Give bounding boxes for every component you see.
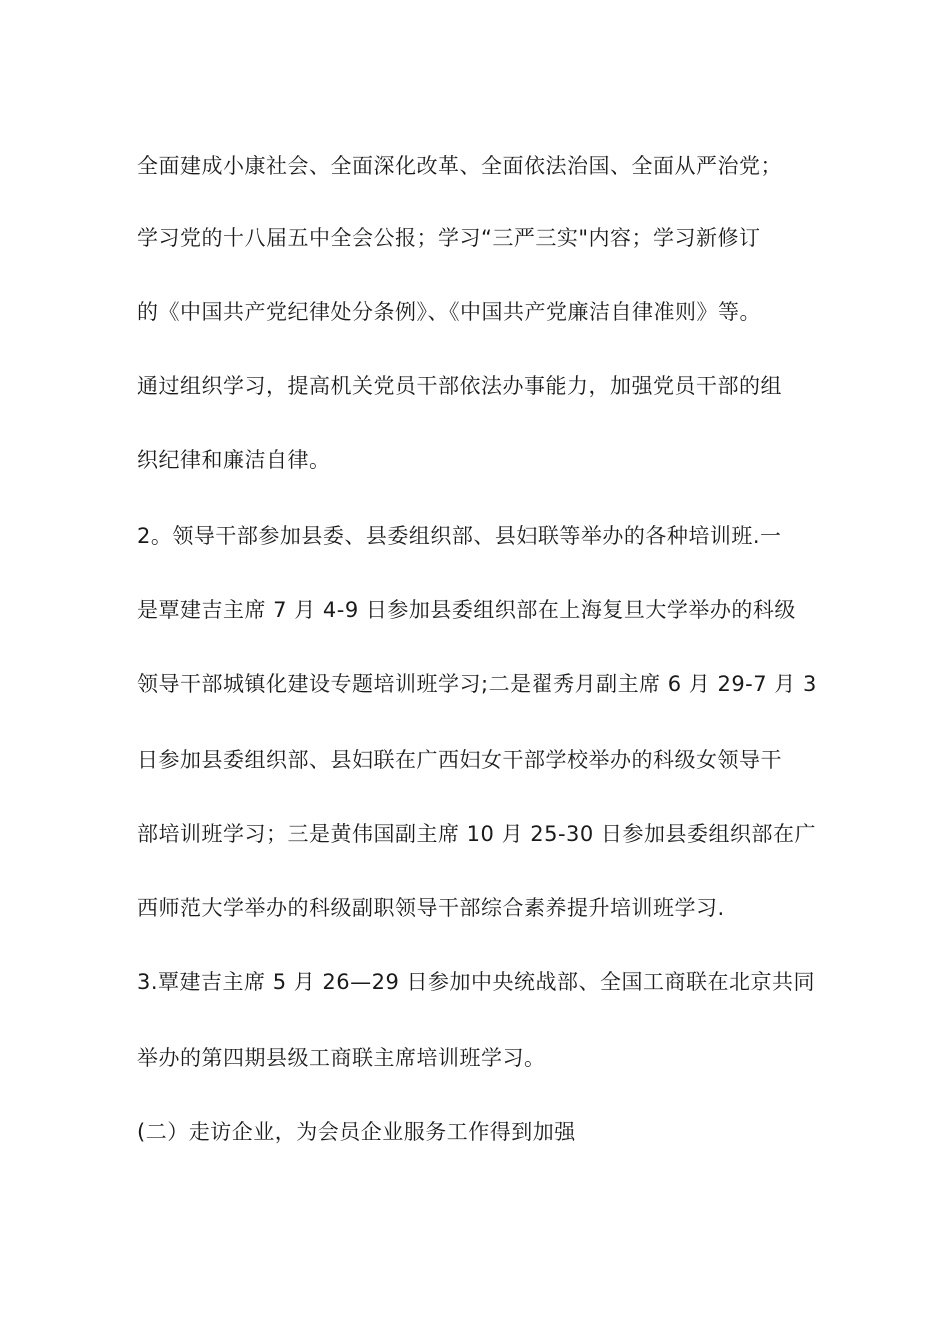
text-line: 日参加县委组织部、县妇联在广西妇女干部学校举办的科级女领导干 [137, 748, 782, 772]
text-line: 的《中国共产党纪律处分条例》、《中国共产党廉洁自律准则》等。 [137, 300, 761, 324]
text-line: 3.覃建吉主席 5 月 26—29 日参加中央统战部、全国工商联在北京共同 [137, 970, 816, 994]
text-line: 全面建成小康社会、全面深化改革、全面依法治国、全面从严治党； [137, 154, 782, 178]
text-line: 举办的第四期县级工商联主席培训班学习。 [137, 1046, 546, 1070]
text-line: 西师范大学举办的科级副职领导干部综合素养提升培训班学习. [137, 896, 725, 920]
text-line: 部培训班学习；三是黄伟国副主席 10 月 25-30 日参加县委组织部在广 [137, 822, 816, 846]
text-line: 领导干部城镇化建设专题培训班学习;二是翟秀月副主席 6 月 29-7 月 3 [137, 672, 817, 696]
text-line: 是覃建吉主席 7 月 4-9 日参加县委组织部在上海复旦大学举办的科级 [137, 598, 796, 622]
text-line: 学习党的十八届五中全会公报；学习“三严三实"内容；学习新修订 [137, 226, 761, 250]
text-line: 通过组织学习，提高机关党员干部依法办事能力，加强党员干部的组 [137, 374, 782, 398]
section-heading: (二）走访企业，为会员企业服务工作得到加强 [137, 1120, 576, 1144]
text-line: 织纪律和廉洁自律。 [137, 448, 331, 472]
text-line: 2。领导干部参加县委、县委组织部、县妇联等举办的各种培训班.一 [137, 524, 782, 548]
